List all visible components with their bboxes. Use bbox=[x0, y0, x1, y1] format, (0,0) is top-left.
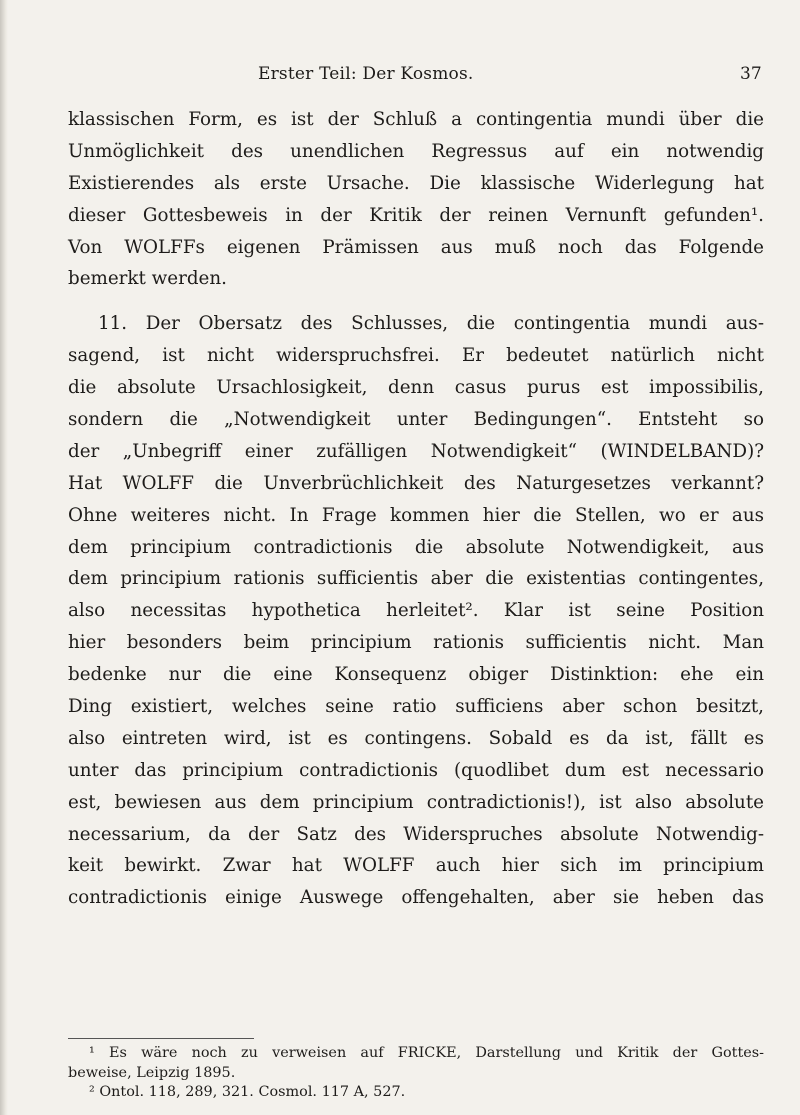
text-line: keit bewirkt. Zwar hat WOLFF auch hier sich im principium bbox=[68, 855, 764, 877]
footnote-divider bbox=[68, 1038, 254, 1039]
text-line: hier besonders beim principium rationis sufficientis nicht. Man bbox=[68, 632, 764, 654]
text-line: est, bewiesen aus dem principium contradictionis!), ist also absolute bbox=[68, 791, 764, 813]
text-line: also eintreten wird, ist es contingens. Sobald es da ist, fällt es bbox=[68, 727, 764, 749]
footnote-line: ² Ontol. 118, 289, 321. Cosmol. 117 A, 527. bbox=[89, 1084, 406, 1100]
text-line: sondern die „Notwendigkeit unter Bedingungen“. Entsteht so bbox=[68, 409, 764, 431]
paragraph-1 bbox=[68, 104, 764, 295]
text-line: also necessitas hypothetica herleitet². Klar ist seine Position bbox=[68, 600, 764, 622]
text-line: der „Unbegriff einer zufälligen Notwendigkeit“ (WINDELBAND)? bbox=[68, 440, 764, 462]
paragraph-gap bbox=[68, 295, 764, 308]
text-line: dem principium contradictionis die absolute Notwendigkeit, aus bbox=[68, 536, 764, 558]
page-number: 37 bbox=[740, 64, 762, 84]
text-line: die absolute Ursachlosigkeit, denn casus purus est impossibilis, bbox=[68, 377, 764, 399]
footnote-line: beweise, Leipzig 1895. bbox=[68, 1064, 236, 1081]
text-line: Ding existiert, welches seine ratio sufficiens aber schon besitzt, bbox=[68, 696, 764, 718]
footnote-line: ¹ Es wäre noch zu verweisen auf FRICKE, Darstellung und Kritik der Gottes- bbox=[89, 1045, 764, 1061]
text-line: dem principium rationis sufficientis aber die existentias contingentes, bbox=[68, 568, 764, 590]
text-line: dieser Gottesbeweis in der Kritik der reinen Vernunft gefunden¹. bbox=[68, 204, 764, 226]
text-line: klassischen Form, es ist der Schluß a contingentia mundi über die bbox=[68, 109, 764, 130]
paragraph-2 bbox=[68, 308, 764, 914]
body-text bbox=[68, 104, 764, 914]
text-line: Existierendes als erste Ursache. Die klassische Widerlegung hat bbox=[68, 172, 764, 194]
text-line: necessarium, da der Satz des Widerspruches absolute Notwendig- bbox=[68, 823, 764, 845]
text-line: unter das principium contradictionis (quodlibet dum est necessario bbox=[68, 759, 764, 781]
text-line: contradictionis einige Auswege offengehalten, aber sie heben das bbox=[68, 887, 764, 909]
page-header bbox=[0, 54, 800, 84]
footnotes bbox=[68, 1044, 764, 1103]
text-line: Ohne weiteres nicht. In Frage kommen hier die Stellen, wo er aus bbox=[68, 504, 764, 526]
text-line: Unmöglichkeit des unendlichen Regressus auf ein notwendig bbox=[68, 140, 764, 162]
text-line: 11. Der Obersatz des Schlusses, die contingentia mundi aus- bbox=[98, 313, 764, 335]
text-line: Von WOLFFs eigenen Prämissen aus muß noch das Folgende bbox=[68, 236, 764, 258]
text-line: bemerkt werden. bbox=[68, 268, 227, 290]
scan-edge-shadow bbox=[0, 0, 8, 1115]
text-line: bedenke nur die eine Konsequenz obiger Distinktion: ehe ein bbox=[68, 664, 764, 686]
text-line: sagend, ist nicht widerspruchsfrei. Er bedeutet natürlich nicht bbox=[68, 345, 764, 367]
text-line: Hat WOLFF die Unverbrüchlichkeit des Naturgesetzes verkannt? bbox=[68, 472, 764, 494]
running-title: Erster Teil: Der Kosmos. bbox=[258, 64, 474, 84]
